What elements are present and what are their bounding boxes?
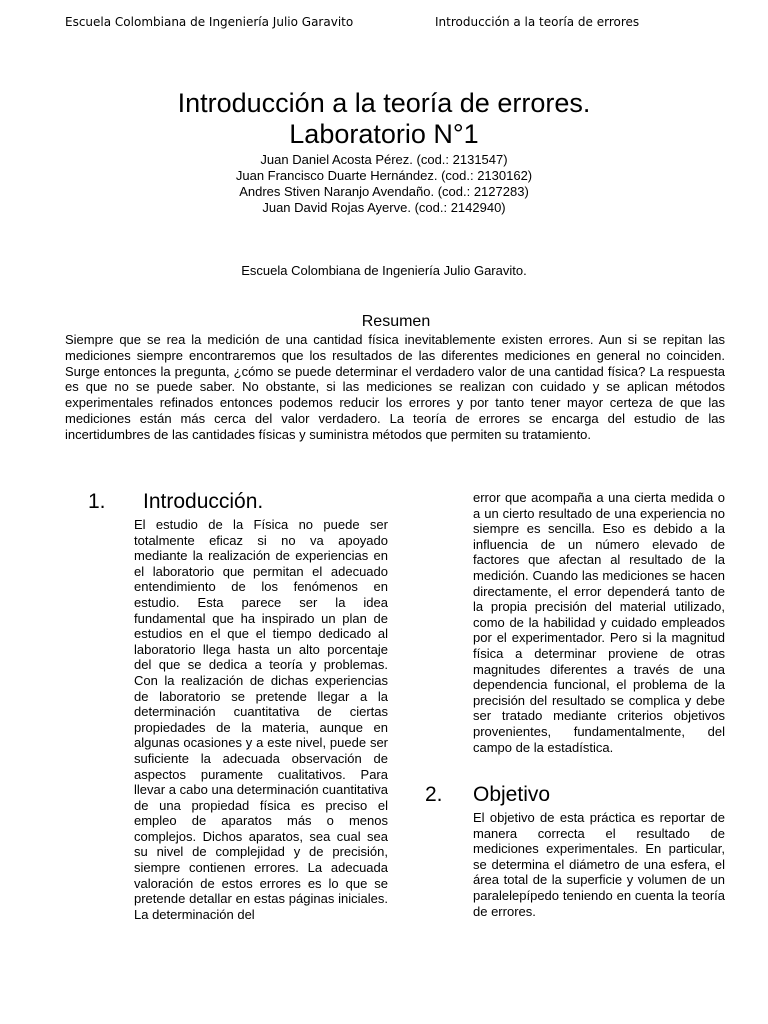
section-objective-title: Objetivo (473, 783, 551, 806)
intro-text-right: error que acompaña a una cierta medida o a un cierto resultado de una experiencia no siempre es sencilla. Eso es debido a la influencia de un número elevado de factores que afectan al resultado de la medición. Cuando las mediciones se hacen directamente, el error dependerá tanto de la propia precisión del material utilizado, como de la habilidad y cuidado empleados por el experimentador. Pero si la magnitud física a determinar proviene de otras magnitudes diferentes a través de una dependencia funcional, el problema de la precisión del resultado se complica y debe ser tratado mediante criterios objetivos provenientes, fundamentalmente, del campo de la estadística. (473, 490, 725, 755)
author-1: Juan Daniel Acosta Pérez. (cod.: 2131547) (260, 152, 508, 167)
author-2: Juan Francisco Duarte Hernández. (cod.: 2130162) (235, 168, 533, 183)
author-list (0, 152, 768, 216)
section-intro-title: Introducción. (143, 490, 264, 513)
abstract-text: Siempre que se rea la medición de una cantidad física inevitablemente existen errores. Aun si se repitan las mediciones siempre encontraremos que los resultados de las diferentes mediciones en general no coinciden. Surge entonces la pregunta, ¿cómo se puede determinar el verdadero valor de una cantidad física? La respuesta es que no se puede saber. No obstante, si las mediciones se realizan con cuidado y se aplican métodos experimentales refinados entonces podemos reducir los errores y por tanto tener mayor certeza de que las mediciones están más cerca del valor verdadero. La teoría de errores se encarga del estudio de las incertidumbres de las cantidades físicas y suministra métodos que permiten su tratamiento. (65, 332, 725, 442)
section-intro-heading (88, 490, 263, 514)
running-header-left: Escuela Colombiana de Ingeniería Julio Garavito (65, 15, 354, 29)
title-line-1: Introducción a la teoría de errores. (177, 88, 591, 118)
column-left (134, 517, 388, 922)
section-intro-number: 1. (88, 490, 106, 513)
section-objective-number: 2. (425, 783, 443, 806)
section-objective-heading (425, 783, 550, 807)
intro-text-left: El estudio de la Física no puede ser totalmente eficaz si no va apoyado mediante la realización de experiencias en el laboratorio que permitan el adecuado entendimiento de los fenómenos en estudio. Esta parece ser la idea fundamental que ha inspirado un plan de estudios en el que el tiempo dedicado al laboratorio llega hasta un alto porcentaje del que se dedica a teoría y problemas. Con la realización de dichas experiencias de laboratorio se pretende llegar a la determinación cuantitativa de ciertas propiedades de la materia, aunque en algunas ocasiones y a este nivel, puede ser suficiente la adecuada observación de aspectos puramente cualitativos. Para llevar a cabo una determinación cuantitativa de una propiedad física es preciso el empleo de aparatos más o menos complejos. Dichos aparatos, sea cual sea su nivel de complejidad y de precisión, siempre contienen errores. La adecuada valoración de estos errores es lo que se pretende detallar en estas páginas iniciales. La determinación del (134, 517, 388, 922)
running-header-right: Introducción a la teoría de errores (435, 15, 640, 29)
title-block (0, 88, 768, 216)
abstract-heading: Resumen (361, 313, 431, 330)
author-4: Juan David Rojas Ayerve. (cod.: 2142940) (262, 200, 506, 215)
objective-text: El objetivo de esta práctica es reportar de manera correcta el resultado de mediciones experimentales. En particular, se determina el diámetro de una esfera, el área total de la superficie y volumen de un paralelepípedo teniendo en cuenta la teoría de errores. (473, 810, 725, 919)
column-right (473, 490, 725, 755)
title-line-2: Laboratorio N°1 (289, 119, 479, 149)
affiliation: Escuela Colombiana de Ingeniería Julio Garavito. (241, 263, 527, 278)
author-3: Andres Stiven Naranjo Avendaño. (cod.: 2127283) (239, 184, 529, 199)
